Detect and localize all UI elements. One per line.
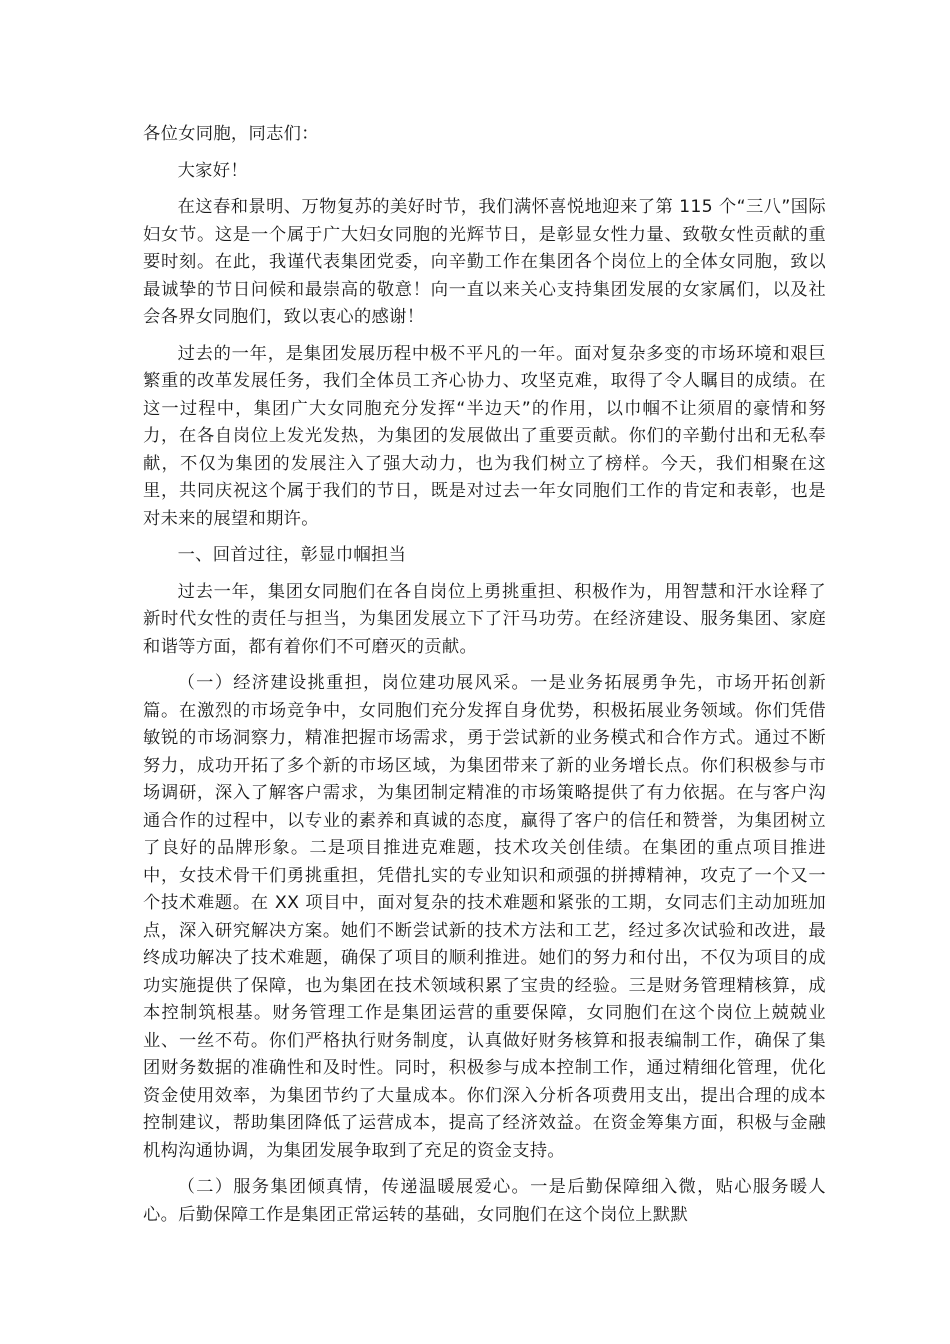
salutation: 各位女同胞，同志们： bbox=[143, 124, 319, 144]
greeting: 大家好！ bbox=[177, 160, 248, 181]
paragraph-opening: 在这春和景明、万物复苏的美好时节，我们满怀喜悦地迎来了第 115 个“三八”国际妇女节。这是一个属于广大妇女同胞的光辉节日，是彰显女性力量、致敬女性贡献的重要时刻。在此，我谨代表集团党委，向辛勤工作在集团各个岗位上的全体女同胞，致以最诚挚的节日问候和最崇高的敬意！向一直以来关心支持集团发展的女家属们，以及社会各界女同胞们，致以衷心的感谢！ bbox=[143, 197, 826, 327]
paragraph-economic-construction: （一）经济建设挑重担，岗位建功展风采。一是业务拓展勇争先，市场开拓创新篇。在激烈的市场竞争中，女同胞们充分发挥自身优势，积极拓展业务领域。你们凭借敏锐的市场洞察力，精准把握市场需求，勇于尝试新的业务模式和合作方式。通过不断努力，成功开拓了多个新的市场区域，为集团带来了新的业务增长点。你们积极参与市场调研，深入了解客户需求，为集团制定精准的市场策略提供了有力依据。在与客户沟通合作的过程中，以专业的素养和真诚的态度，赢得了客户的信任和赞誉，为集团树立了良好的品牌形象。二是项目推进克难题，技术攻关创佳绩。在集团的重点项目推进中，女技术骨干们勇挑重担，凭借扎实的专业知识和顽强的拼搏精神，攻克了一个又一个技术难题。在 XX 项目中，面对复杂的技术难题和紧张的工期，女同志们主动加班加点，深入研究解决方案。她们不断尝试新的技术方法和工艺，经过多次试验和改进，最终成功解决了技术难题，确保了项目的顺利推进。她们的努力和付出，不仅为项目的成功实施提供了保障，也为集团在技术领域积累了宝贵的经验。三是财务管理精核算，成本控制筑根基。财务管理工作是集团运营的重要保障，女同胞们在这个岗位上兢兢业业、一丝不苟。你们严格执行财务制度，认真做好财务核算和报表编制工作，确保了集团财务数据的准确性和及时性。同时，积极参与成本控制工作，通过精细化管理，优化资金使用效率，为集团节约了大量成本。你们深入分析各项费用支出，提出合理的成本控制建议，帮助集团降低了运营成本，提高了经济效益。在资金筹集方面，积极与金融机构沟通协调，为集团发展争取到了充足的资金支持。 bbox=[143, 673, 826, 1161]
paragraph-review: 过去一年，集团女同胞们在各自岗位上勇挑重担、积极作为，用智慧和汗水诠释了新时代女性的责任与担当，为集团发展立下了汗马功劳。在经济建设、服务集团、家庭和谐等方面，都有着你们不可磨灭的贡献。 bbox=[143, 581, 826, 657]
paragraph-service: （二）服务集团倾真情，传递温暖展爱心。一是后勤保障细入微，贴心服务暖人心。后勤保障工作是集团正常运转的基础，女同胞们在这个岗位上默默 bbox=[143, 1177, 826, 1225]
document-page bbox=[143, 121, 826, 1238]
section-heading: 一、回首过往，彰显巾帼担当 bbox=[177, 545, 407, 565]
paragraph-past-year: 过去的一年，是集团发展历程中极不平凡的一年。面对复杂多变的市场环境和艰巨繁重的改革发展任务，我们全体员工齐心协力、攻坚克难，取得了令人瞩目的成绩。在这一过程中，集团广大女同胞充分发挥“半边天”的作用，以巾帼不让须眉的豪情和努力，在各自岗位上发光发热，为集团的发展做出了重要贡献。你们的辛勤付出和无私奉献，不仅为集团的发展注入了强大动力，也为我们树立了榜样。今天，我们相聚在这里，共同庆祝这个属于我们的节日，既是对过去一年女同胞们工作的肯定和表彰，也是对未来的展望和期许。 bbox=[143, 343, 826, 529]
